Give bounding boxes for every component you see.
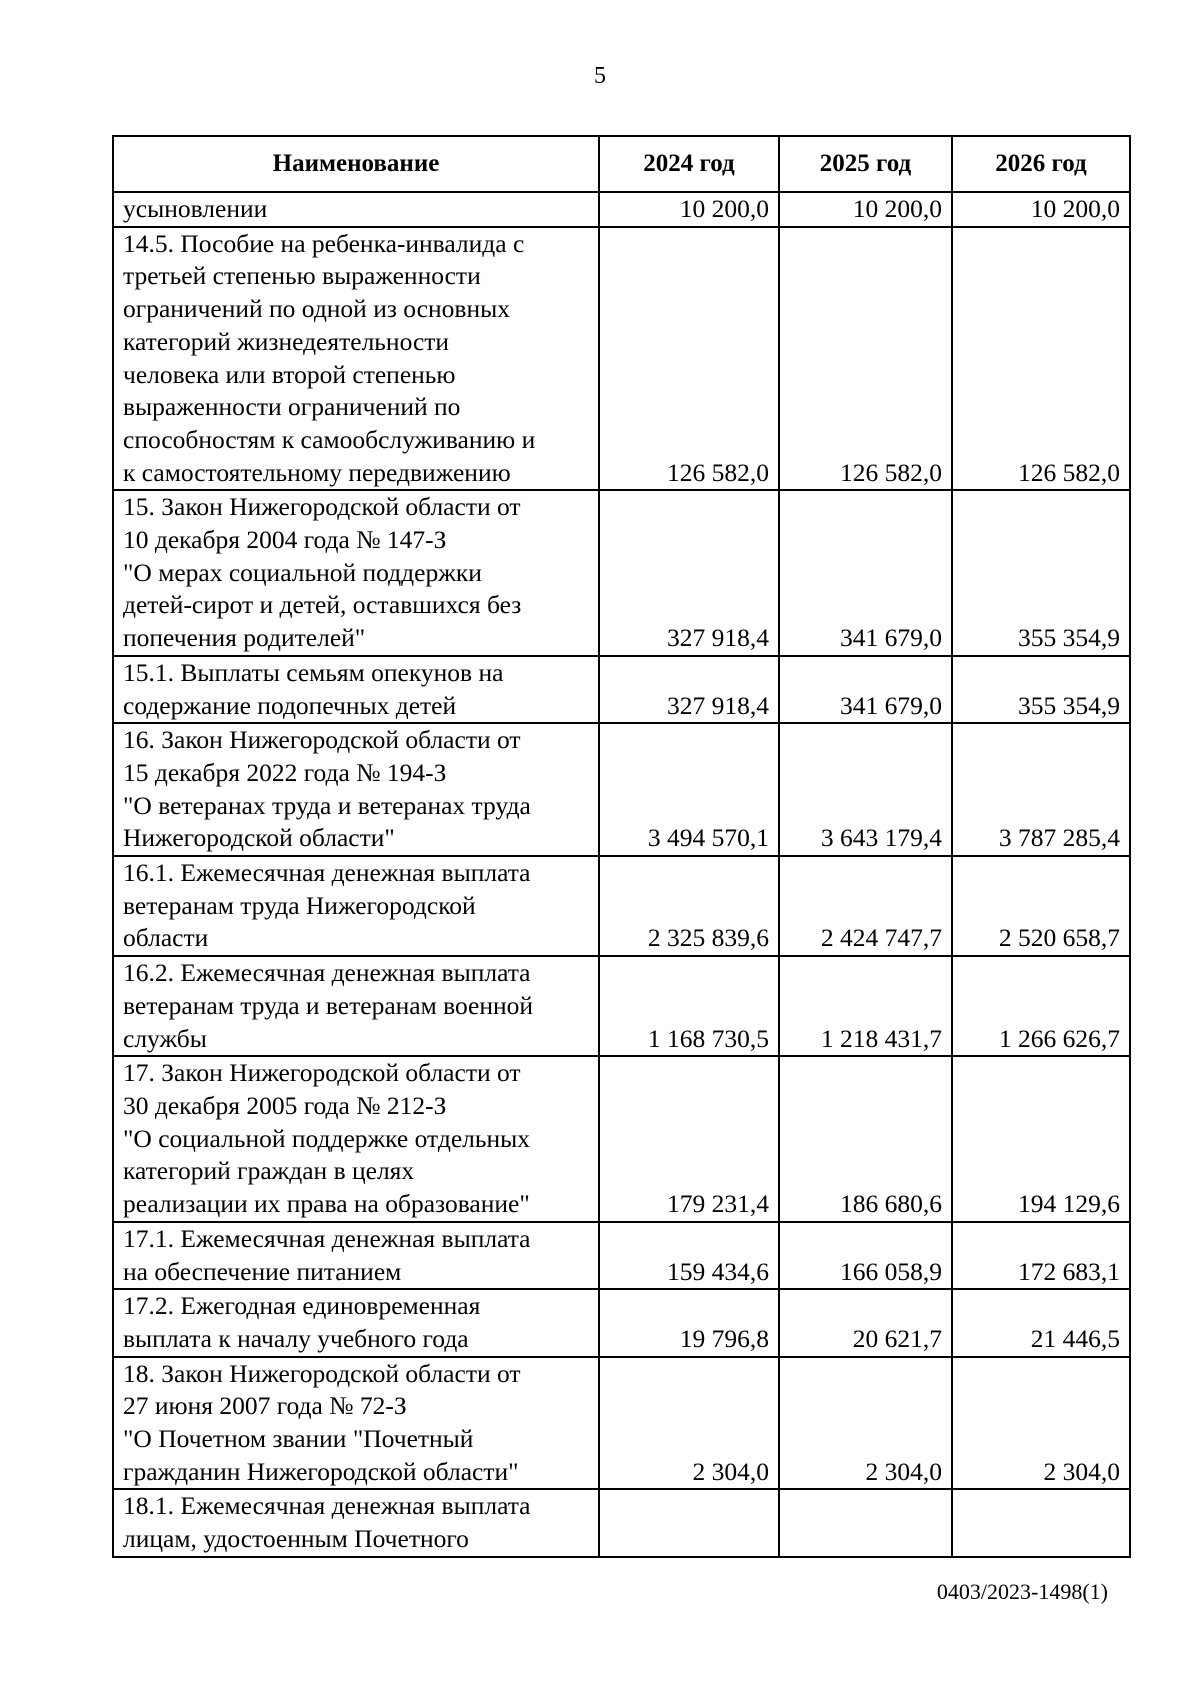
row-name-cell: 18. Закон Нижегородской области от 27 июня 2007 года № 72-З "О Почетном звании "Почетный гражданин Нижегородской области" — [113, 1357, 599, 1490]
row-name-cell: 15.1. Выплаты семьям опекунов на содержание подопечных детей — [113, 656, 599, 723]
table-row — [113, 656, 1130, 723]
table-row — [113, 192, 1130, 227]
row-value-2024: 10 200,0 — [599, 192, 779, 227]
budget-table — [112, 135, 1131, 1558]
header-row — [113, 136, 1130, 192]
row-value-2025: 186 680,6 — [779, 1056, 952, 1222]
row-value-2026: 2 304,0 — [952, 1357, 1130, 1490]
row-value-2024: 327 918,4 — [599, 656, 779, 723]
row-name-cell: 17.1. Ежемесячная денежная выплата на обеспечение питанием — [113, 1222, 599, 1289]
table-row — [113, 1357, 1130, 1490]
row-value-2026: 10 200,0 — [952, 192, 1130, 227]
row-value-2026: 3 787 285,4 — [952, 723, 1130, 856]
row-name-cell: 15. Закон Нижегородской области от 10 декабря 2004 года № 147-З "О мерах социальной поддержки детей-сирот и детей, оставшихся без попечения родителей" — [113, 490, 599, 656]
table-row — [113, 1489, 1130, 1556]
row-name-cell: 17.2. Ежегодная единовременная выплата к началу учебного года — [113, 1289, 599, 1356]
row-name-cell: 14.5. Пособие на ребенка-инвалида с третьей степенью выраженности ограничений по одной из основных категорий жизнедеятельности человека или второй степенью выраженности ограничений по способностям к самообслуживанию и к самостоятельному передвижению — [113, 227, 599, 491]
row-value-2025: 2 304,0 — [779, 1357, 952, 1490]
row-name-cell: 16. Закон Нижегородской области от 15 декабря 2022 года № 194-З "О ветеранах труда и ветеранах труда Нижегородской области" — [113, 723, 599, 856]
row-value-2025: 1 218 431,7 — [779, 956, 952, 1056]
row-value-2024: 3 494 570,1 — [599, 723, 779, 856]
row-value-2026: 126 582,0 — [952, 227, 1130, 491]
header-2026: 2026 год — [952, 136, 1130, 192]
document-code: 0403/2023-1498(1) — [936, 1579, 1108, 1604]
row-value-2024: 19 796,8 — [599, 1289, 779, 1356]
row-name-cell: 17. Закон Нижегородской области от 30 декабря 2005 года № 212-З "О социальной поддержке отдельных категорий граждан в целях реализации их права на образование" — [113, 1056, 599, 1222]
header-name: Наименование — [113, 136, 599, 192]
row-value-2026: 1 266 626,7 — [952, 956, 1130, 1056]
row-value-2025: 2 424 747,7 — [779, 856, 952, 956]
table-row — [113, 490, 1130, 656]
header-2025: 2025 год — [779, 136, 952, 192]
row-value-2024: 2 325 839,6 — [599, 856, 779, 956]
row-name-cell: 18.1. Ежемесячная денежная выплата лицам, удостоенным Почетного — [113, 1489, 599, 1556]
table-row — [113, 1289, 1130, 1356]
row-value-2026: 21 446,5 — [952, 1289, 1130, 1356]
row-value-2025: 3 643 179,4 — [779, 723, 952, 856]
row-name-cell: 16.1. Ежемесячная денежная выплата ветеранам труда Нижегородской области — [113, 856, 599, 956]
header-2024: 2024 год — [599, 136, 779, 192]
row-value-2025: 341 679,0 — [779, 656, 952, 723]
row-value-2024: 126 582,0 — [599, 227, 779, 491]
table-row — [113, 956, 1130, 1056]
row-value-2025: 341 679,0 — [779, 490, 952, 656]
table-row — [113, 856, 1130, 956]
row-value-2026: 355 354,9 — [952, 490, 1130, 656]
table-row — [113, 723, 1130, 856]
page-number: 5 — [594, 63, 606, 89]
row-value-2025: 20 621,7 — [779, 1289, 952, 1356]
row-value-2026: 2 520 658,7 — [952, 856, 1130, 956]
row-value-2025: 10 200,0 — [779, 192, 952, 227]
row-value-2024 — [599, 1489, 779, 1556]
table-row — [113, 1056, 1130, 1222]
table-body — [113, 192, 1130, 1557]
row-value-2025: 126 582,0 — [779, 227, 952, 491]
row-value-2024: 159 434,6 — [599, 1222, 779, 1289]
row-name-cell: 16.2. Ежемесячная денежная выплата ветеранам труда и ветеранам военной службы — [113, 956, 599, 1056]
row-value-2024: 327 918,4 — [599, 490, 779, 656]
row-value-2026: 355 354,9 — [952, 656, 1130, 723]
row-value-2025: 166 058,9 — [779, 1222, 952, 1289]
row-value-2024: 179 231,4 — [599, 1056, 779, 1222]
row-value-2026 — [952, 1489, 1130, 1556]
row-value-2025 — [779, 1489, 952, 1556]
row-value-2024: 2 304,0 — [599, 1357, 779, 1490]
row-value-2026: 172 683,1 — [952, 1222, 1130, 1289]
row-value-2026: 194 129,6 — [952, 1056, 1130, 1222]
row-value-2024: 1 168 730,5 — [599, 956, 779, 1056]
table-row — [113, 1222, 1130, 1289]
table-row — [113, 227, 1130, 491]
table-header — [113, 136, 1130, 192]
row-name-cell: усыновлении — [113, 192, 599, 227]
